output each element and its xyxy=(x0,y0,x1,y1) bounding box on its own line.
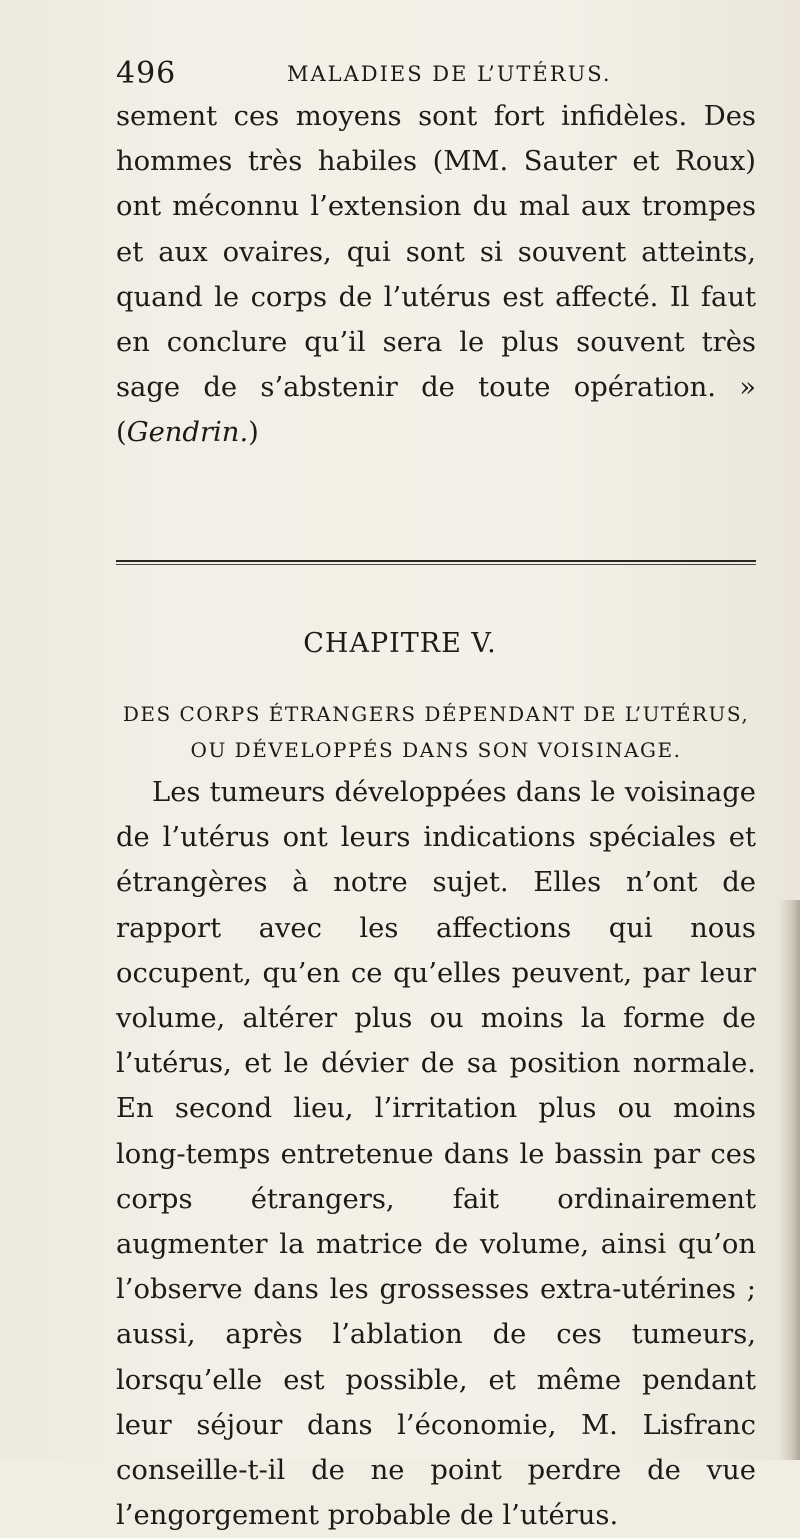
section-rule xyxy=(116,560,756,562)
page-edge-shadow xyxy=(778,900,800,1460)
page-number: 496 xyxy=(116,56,177,91)
paragraph-text: sement ces moyens sont fort infidèles. Des hommes très habiles (MM. Sauter et Roux) ont méconnu l’extension du mal aux trompes et aux ovaires, qui sont si souvent atteints, quand le corps de l’utérus est affecté. Il faut en conclure qu’il sera le plus souvent très sage de s’abstenir de toute opération. » ( xyxy=(116,101,756,449)
chapter-subtitle-line-1: DES CORPS ÉTRANGERS DÉPENDANT DE L’UTÉRUS, xyxy=(122,702,750,726)
section-rule-thin xyxy=(116,564,756,565)
paragraph-continuation xyxy=(116,94,756,456)
chapter-paragraph: Les tumeurs développées dans le voisinage de l’utérus ont leurs indications spéciales et étrangères à notre sujet. Elles n’ont de rapport avec les affections qui nous occupent, qu’en ce qu’elles peuvent, par leur volume, altérer plus ou moins la forme de l’utérus, et le dévier de sa position normale. En second lieu, l’irritation plus ou moins long-temps entretenue dans le bassin par ces corps étrangers, fait ordinairement augmenter la matrice de volume, ainsi qu’on l’observe dans les grossesses extra-utérines ; aussi, après l’ablation de ces tumeurs, lorsqu’elle est possible, et même pendant leur séjour dans l’économie, M. Lisfranc conseille-t-il de ne point perdre de vue l’engorgement probable de l’utérus. xyxy=(116,777,756,1532)
chapter-subtitle xyxy=(116,696,756,768)
running-head: MALADIES DE L’UTÉRUS. xyxy=(287,62,612,86)
citation-author: Gendrin. xyxy=(126,417,249,449)
chapter-title: CHAPITRE V. xyxy=(303,628,497,659)
chapter-subtitle-line-2: OU DÉVELOPPÉS DANS SON VOISINAGE. xyxy=(190,738,682,762)
citation-close: ) xyxy=(248,417,259,449)
